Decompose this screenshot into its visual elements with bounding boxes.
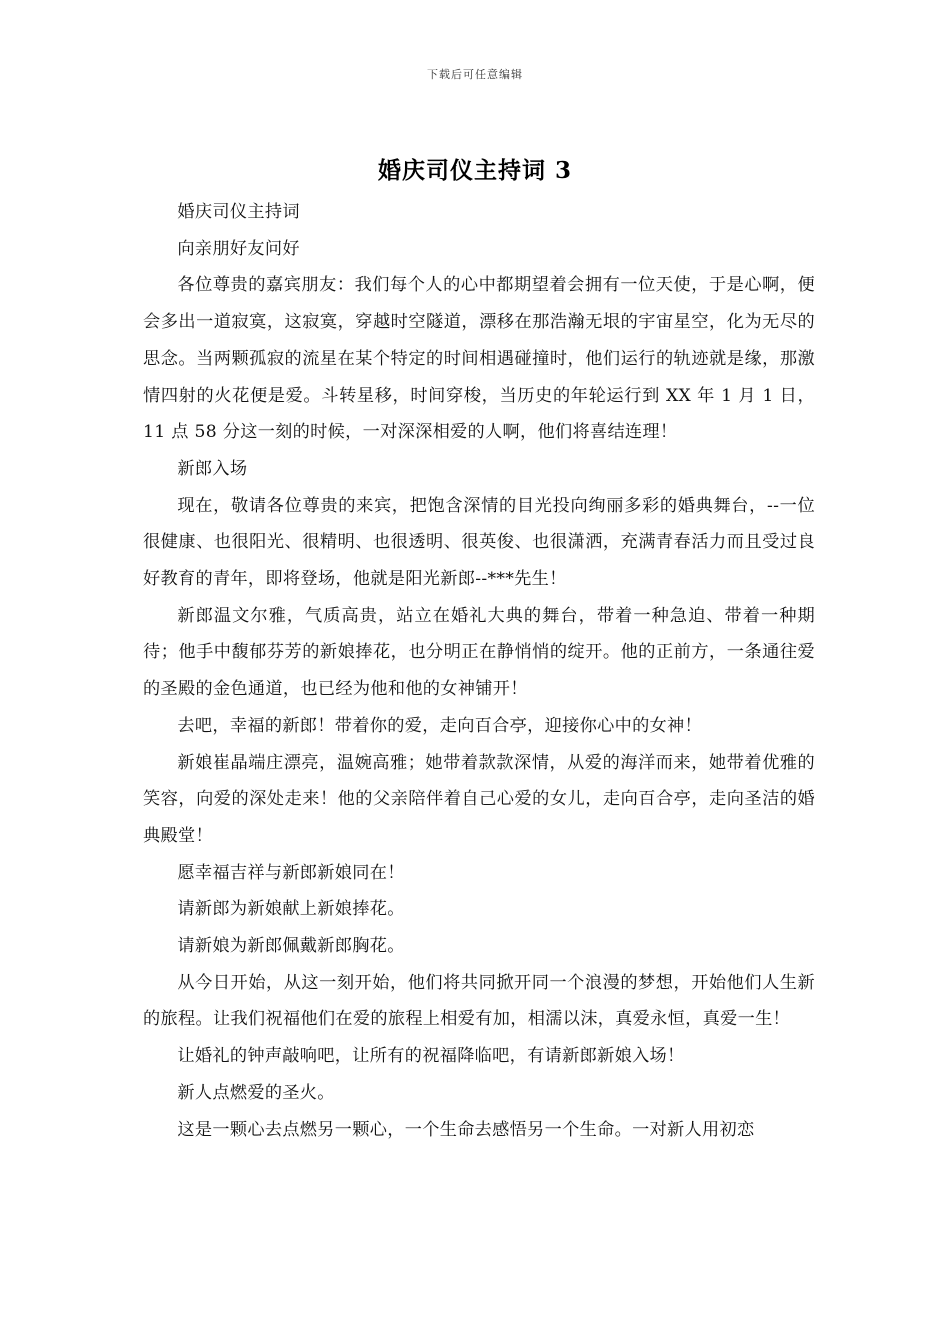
paragraph: 请新娘为新郎佩戴新郎胸花。	[177, 936, 405, 957]
paragraph: 从今日开始，从这一刻开始，他们将共同掀开同一个浪漫的梦想，开始他们人生新的旅程。让我们祝福他们在爱的旅程上相爱有加，相濡以沫，真爱永恒，真爱一生！	[143, 972, 815, 1030]
paragraph: 请新郎为新娘献上新娘捧花。	[177, 899, 405, 920]
paragraph: 各位尊贵的嘉宾朋友：我们每个人的心中都期望着会拥有一位天使，于是心啊，便会多出一道寂寞，这寂寞，穿越时空隧道，漂移在那浩瀚无垠的宇宙星空，化为无尽的思念。当两颗孤寂的流星在某个特定的时间相遇碰撞时，他们运行的轨迹就是缘，那激情四射的火花便是爱。斗转星移，时间穿梭，当历史的年轮运行到 XX 年 1 月 1 日，11 点 58 分这一刻的时候，一对深深相爱的人啊，他们将喜结连理！	[143, 275, 815, 443]
paragraph: 现在，敬请各位尊贵的来宾，把饱含深情的目光投向绚丽多彩的婚典舞台，--一位很健康、也很阳光、很精明、也很透明、很英俊、也很潇洒，充满青春活力而且受过良好教育的青年，即将登场，他就是阳光新郎--***先生！	[143, 495, 815, 590]
paragraph: 新娘崔晶端庄漂亮，温婉高雅；她带着款款深情，从爱的海洋而来，她带着优雅的笑容，向爱的深处走来！他的父亲陪伴着自己心爱的女儿，走向百合亭，走向圣洁的婚典殿堂！	[143, 752, 815, 846]
paragraph: 让婚礼的钟声敲响吧，让所有的祝福降临吧，有请新郎新娘入场！	[177, 1046, 685, 1067]
paragraph: 愿幸福吉祥与新郎新娘同在！	[177, 862, 405, 883]
paragraph: 向亲朋好友问好	[177, 238, 300, 259]
paragraph: 新人点燃爱的圣火。	[177, 1082, 335, 1103]
paragraph: 婚庆司仪主持词	[177, 202, 300, 222]
paragraph: 去吧，幸福的新郎！带着你的爱，走向百合亭，迎接你心中的女神！	[177, 715, 703, 736]
paragraph: 这是一颗心去点燃另一颗心，一个生命去感悟另一个生命。一对新人用初恋	[177, 1119, 755, 1140]
paragraph: 新郎入场	[177, 458, 248, 479]
paragraph: 新郎温文尔雅，气质高贵，站立在婚礼大典的舞台，带着一种急迫、带着一种期待；他手中馥郁芬芳的新娘捧花，也分明正在静悄悄的绽开。他的正前方，一条通往爱的圣殿的金色通道，也已经为他和他的女神铺开！	[143, 605, 815, 700]
document-body	[143, 194, 815, 1148]
header-note: 下载后可任意编辑	[427, 68, 523, 81]
document-title: 婚庆司仪主持词 3	[377, 157, 572, 184]
